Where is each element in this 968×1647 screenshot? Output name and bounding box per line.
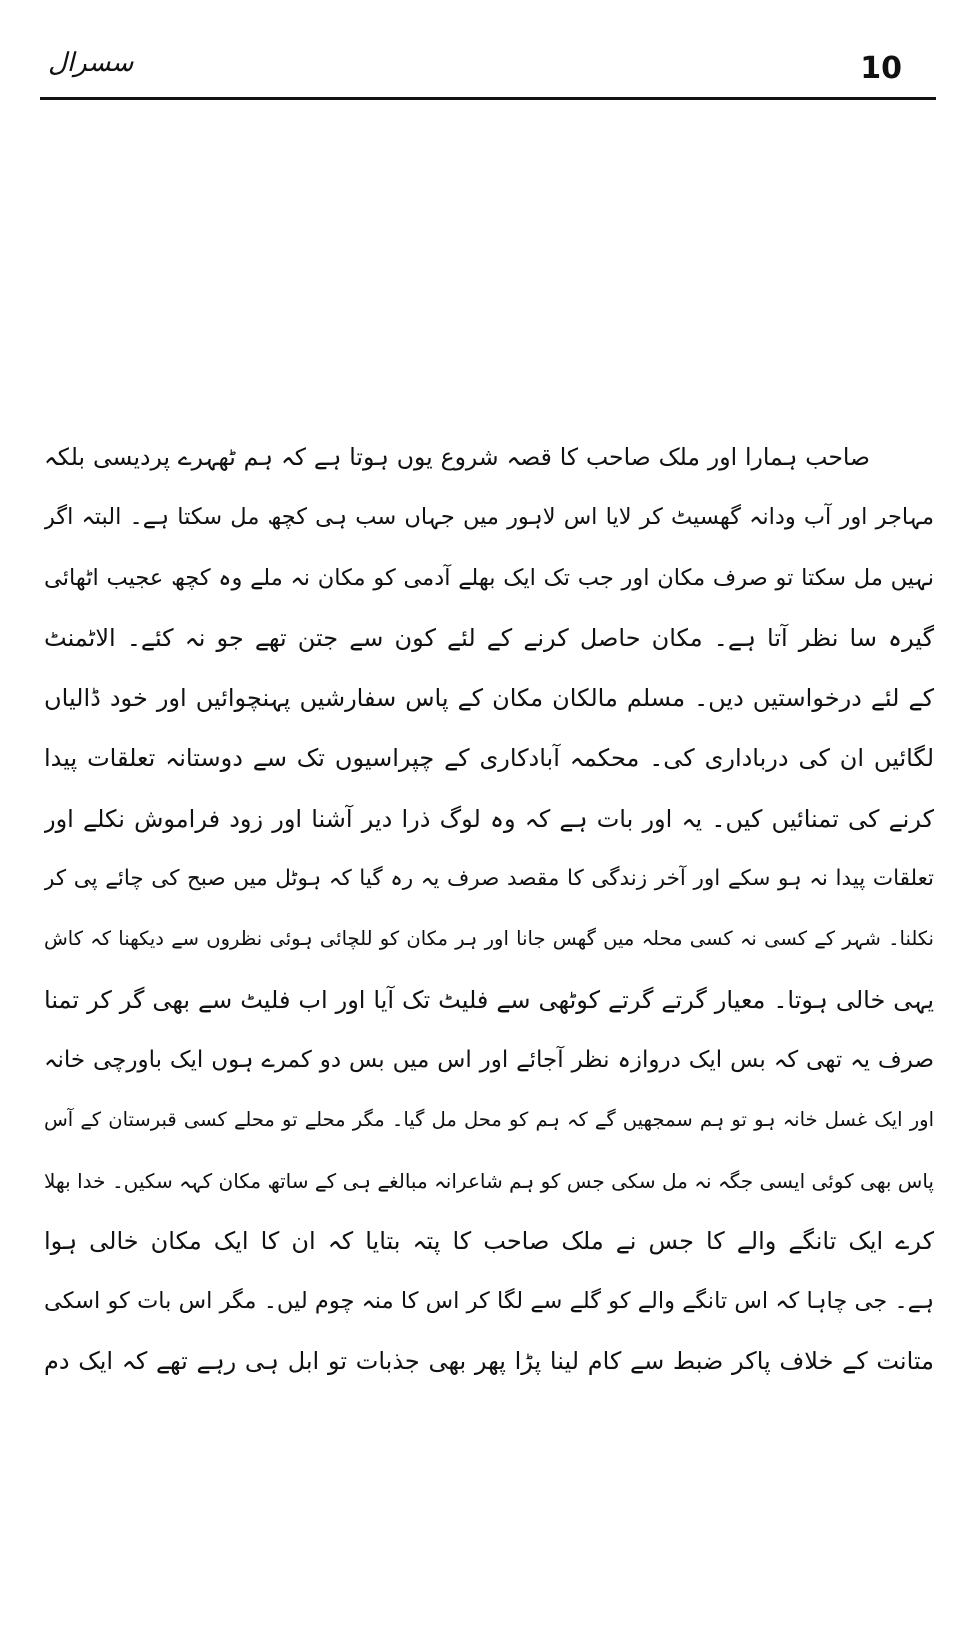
text-line: کرے ایک تانگے والے کا جس نے ملک صاحب کا پتہ بتایا کہ ان کا ایک مکان خالی ہوا [44, 1226, 934, 1255]
running-title: سسرال [48, 48, 134, 78]
text-line: نہیں مل سکتا تو صرف مکان اور جب تک ایک بھلے آدمی کو مکان نہ ملے وہ کچھ عجیب اٹھائی [44, 564, 934, 591]
text-line: صاحب ہمارا اور ملک صاحب کا قصہ شروع یوں ہوتا ہے کہ ہم ٹھہرے پردیسی بلکہ [44, 443, 870, 471]
text-line: تعلقات پیدا نہ ہو سکے اور آخر زندگی کا مقصد صرف یہ رہ گیا کہ ہوٹل میں صبح کی چائے پی کر [44, 866, 934, 892]
text-line: یہی خالی ہوتا۔ معیار گرتے گرتے کوٹھی سے فلیٹ تک آیا اور اب فلیٹ سے بھی گر کر تمنا [44, 985, 934, 1014]
body-text [44, 427, 934, 1392]
text-line: متانت کے خلاف پاکر ضبط سے کام لینا پڑا پھر بھی جذبات تو ابل ہی رہے تھے کہ ایک دم [44, 1347, 934, 1376]
text-line: ہے۔ جی چاہا کہ اس تانگے والے کو گلے سے لگا کر اس کا منہ چوم لیں۔ مگر اس بات کو اسکی [44, 1288, 934, 1315]
text-line: صرف یہ تھی کہ بس ایک دروازہ نظر آجائے اور اس میں بس دو کمرے ہوں ایک باورچی خانہ [44, 1046, 934, 1073]
text-line: پاس بھی کوئی ایسی جگہ نہ مل سکی جس کو ہم شاعرانہ مبالغے ہی کے ساتھ مکان کہہ سکیں۔ خدا بھلا [44, 1168, 934, 1193]
page-number: 10 [860, 51, 902, 86]
text-line: کرنے کی تمنائیں کیں۔ یہ اور بات ہے کہ وہ لوگ ذرا دیر آشنا اور زود فراموش نکلے اور [44, 804, 934, 833]
text-line: لگائیں ان کی درباداری کی۔ محکمہ آبادکاری کے چپراسیوں تک سے دوستانہ تعلقات پیدا [44, 744, 934, 773]
text-line: کے لئے درخواستیں دیں۔ مسلم مالکان مکان کے پاس سفارشیں پہنچوائیں اور خود ڈالیاں [44, 684, 934, 713]
text-line: مہاجر اور آب ودانہ گھسیٹ کر لایا اس لاہور میں جہاں سب ہی کچھ مل سکتا ہے۔ البتہ اگر [44, 504, 934, 531]
text-line: اور ایک غسل خانہ ہو تو ہم سمجھیں گے کہ ہم کو محل مل گیا۔ مگر محلے تو محلے کسی قبرستان کے آس [44, 1108, 934, 1132]
text-line: نکلنا۔ شہر کے کسی نہ کسی محلہ میں گھس جانا اور ہر مکان کو للچائی ہوئی نظروں سے دیکھنا کہ کاش [44, 927, 934, 951]
page-header [40, 44, 936, 104]
text-line: گیرہ سا نظر آتا ہے۔ مکان حاصل کرنے کے لئے کون سے جتن تھے جو نہ کئے۔ الاٹمنٹ [44, 623, 934, 652]
header-rule [40, 97, 936, 100]
